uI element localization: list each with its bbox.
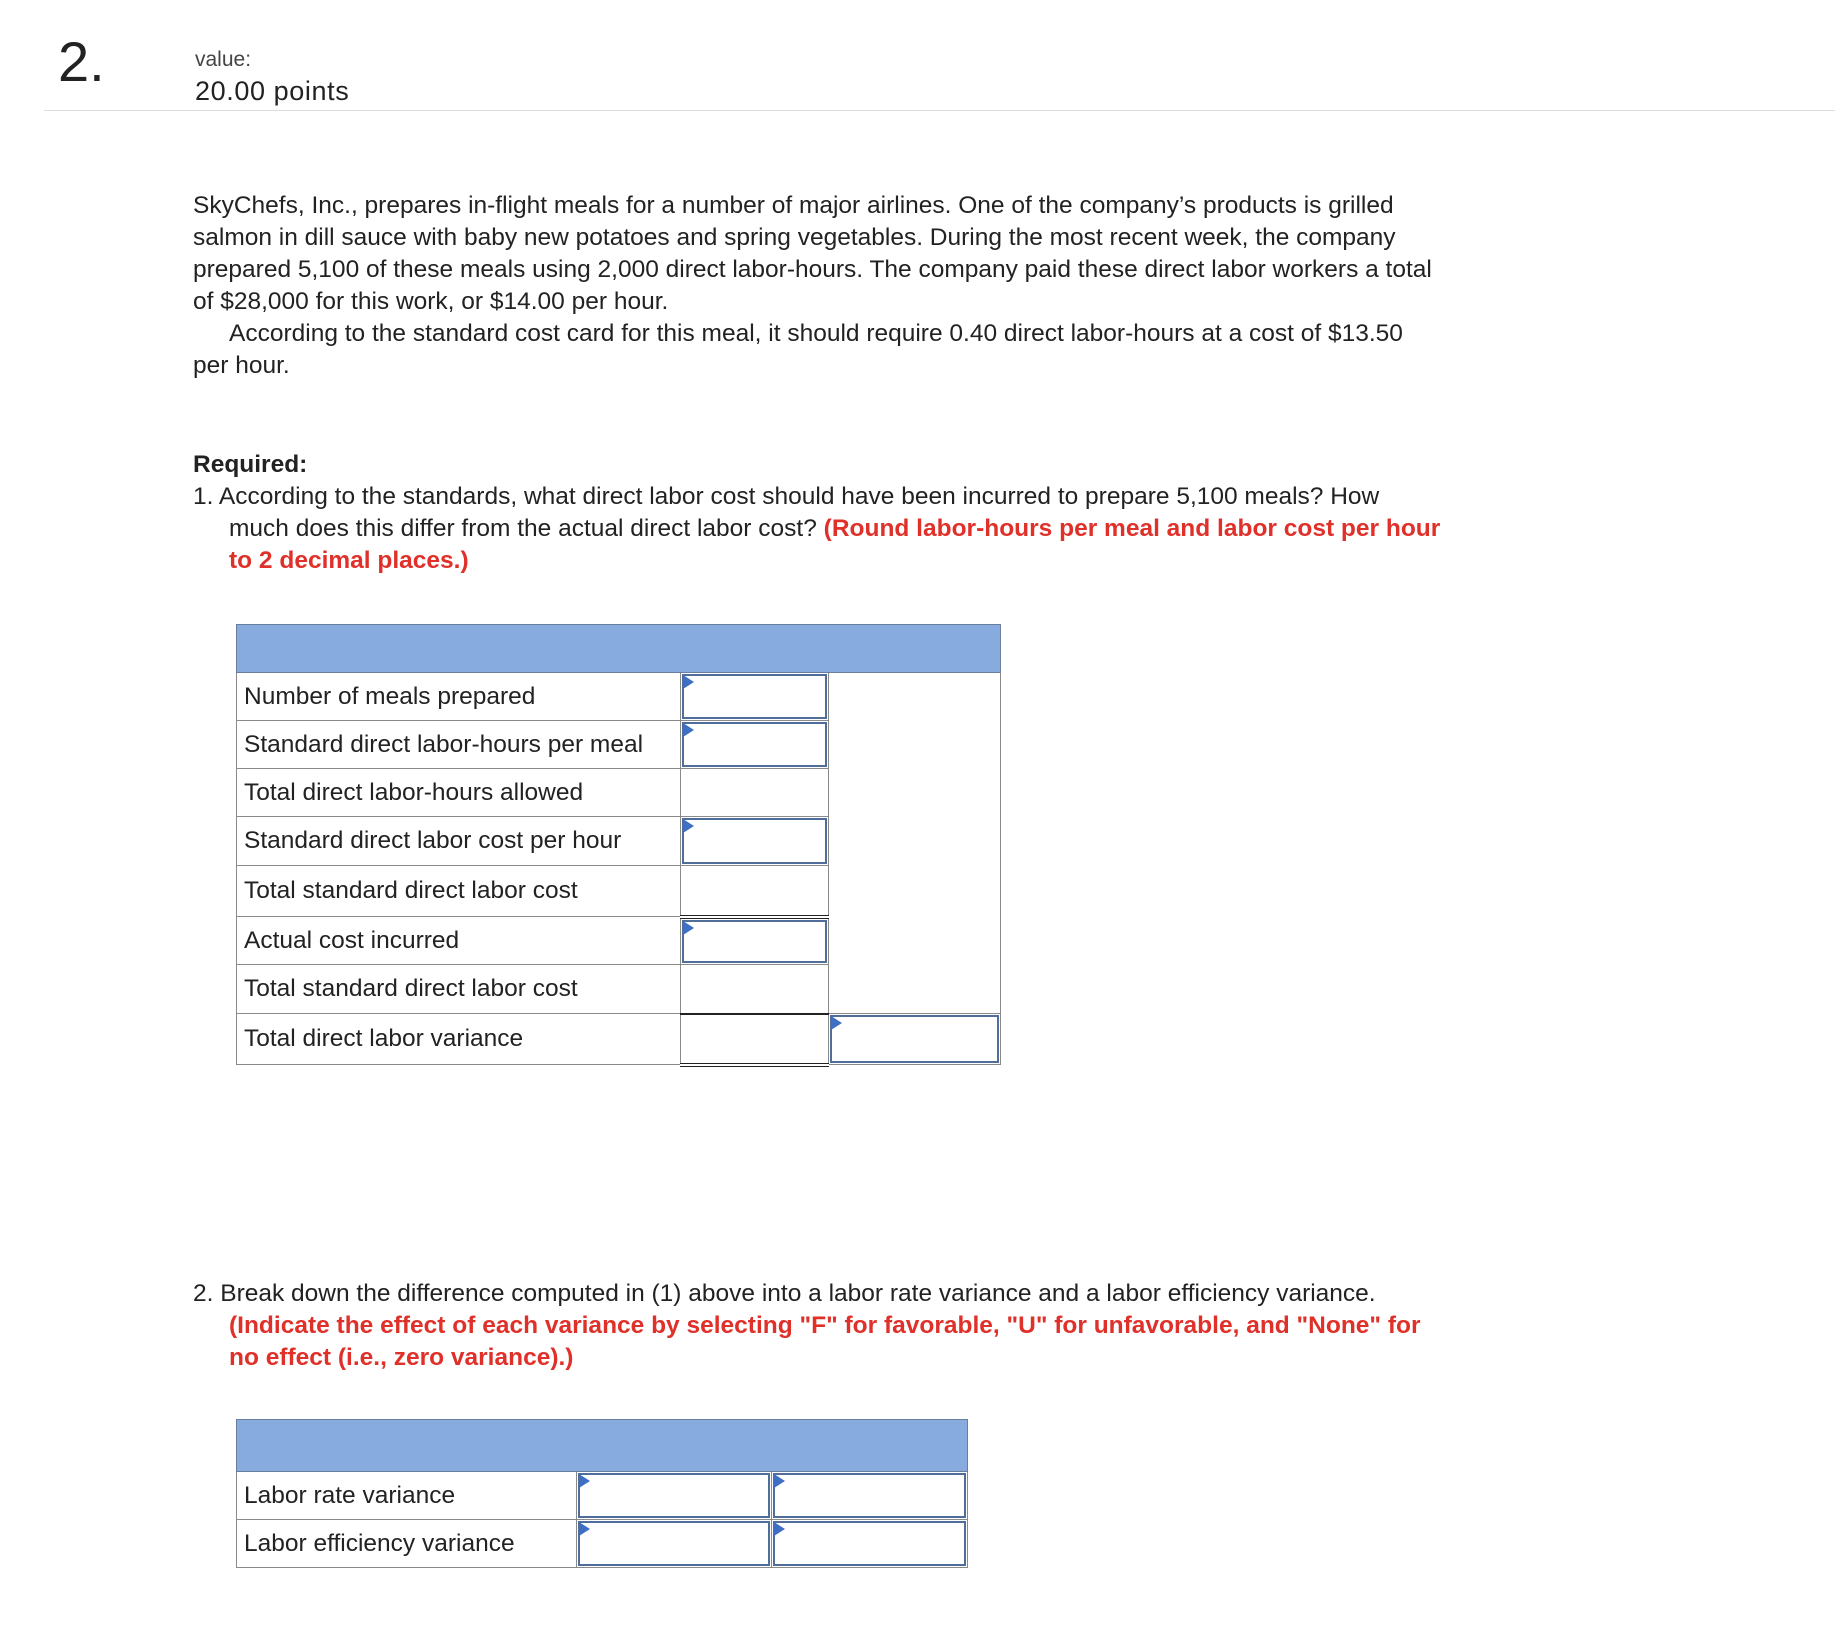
rate-variance-amount-input[interactable] [576, 1472, 772, 1520]
required-item-2-text: 2. Break down the difference computed in (1) above into a labor rate variance and a labor efficiency variance. [193, 1280, 1376, 1307]
total-standard-cost-repeat-value [680, 965, 829, 1014]
cost-per-hour-input[interactable] [680, 817, 829, 866]
input-marker-icon [683, 675, 694, 689]
row-label: Standard direct labor cost per hour [237, 817, 681, 866]
row-label: Actual cost incurred [237, 917, 681, 965]
table-row [237, 965, 1001, 1014]
table-row [237, 721, 1001, 769]
input-marker-icon [683, 921, 694, 935]
empty-cell [829, 721, 1001, 769]
row-label: Labor efficiency variance [237, 1520, 577, 1568]
problem-statement [193, 190, 1443, 382]
table-row [237, 817, 1001, 866]
variance-amount-value [680, 1014, 829, 1065]
efficiency-variance-amount-input[interactable] [576, 1520, 772, 1568]
required-item-1-note: (Round labor-hours per meal and labor cost per hour to 2 decimal places.) [229, 515, 1441, 574]
table-row [237, 1014, 1001, 1065]
actual-cost-input[interactable] [680, 917, 829, 965]
efficiency-variance-effect-select[interactable] [772, 1520, 968, 1568]
row-label: Total standard direct labor cost [237, 965, 681, 1014]
table-row [237, 917, 1001, 965]
empty-cell [829, 917, 1001, 965]
required-section [193, 449, 1443, 577]
variance-effect-input[interactable] [829, 1014, 1001, 1065]
row-label: Total standard direct labor cost [237, 866, 681, 917]
table-header-cell [237, 1420, 968, 1472]
variance-table [236, 1419, 968, 1568]
table-header-cell [237, 625, 1001, 673]
question-number: 2. [58, 30, 105, 93]
value-label: value: [195, 48, 252, 71]
row-label: Total direct labor variance [237, 1014, 681, 1065]
table-row [237, 866, 1001, 917]
input-marker-icon [579, 1522, 590, 1536]
input-marker-icon [831, 1016, 842, 1030]
input-marker-icon [774, 1522, 785, 1536]
problem-paragraph-2: According to the standard cost card for this meal, it should require 0.40 direct labor-hours at a cost of $13.50 per hour. [193, 320, 1403, 379]
hours-per-meal-input[interactable] [680, 721, 829, 769]
row-label: Standard direct labor-hours per meal [237, 721, 681, 769]
required-item-1-text: 1. According to the standards, what direct labor cost should have been incurred to prepare 5,100 meals? How much does this differ from the actual direct labor cost? [193, 483, 1380, 542]
rate-variance-effect-select[interactable] [772, 1472, 968, 1520]
table-header-row [237, 625, 1001, 673]
table-row [237, 769, 1001, 817]
required-item-2-note: (Indicate the effect of each variance by selecting "F" for favorable, "U" for unfavorable, and "None" for no effect (i.e., zero variance).) [229, 1312, 1421, 1371]
input-marker-icon [683, 819, 694, 833]
row-label: Number of meals prepared [237, 673, 681, 721]
input-marker-icon [579, 1474, 590, 1488]
points-value: 20.00 points [195, 76, 350, 106]
empty-cell [829, 817, 1001, 866]
header-divider [44, 110, 1835, 111]
table-row [237, 1472, 968, 1520]
meals-prepared-input[interactable] [680, 673, 829, 721]
problem-paragraph-1: SkyChefs, Inc., prepares in-flight meals for a number of major airlines. One of the company’s products is grilled salmon in dill sauce with baby new potatoes and spring vegetables. During the most recent week, the company prepared 5,100 of these meals using 2,000 direct labor-hours. The company paid these direct labor workers a total of $28,000 for this work, or $14.00 per hour. [193, 192, 1432, 315]
table-header-row [237, 1420, 968, 1472]
empty-cell [829, 673, 1001, 721]
required-title: Required: [193, 451, 308, 478]
table-row [237, 673, 1001, 721]
table-row [237, 1520, 968, 1568]
direct-labor-table [236, 624, 1001, 1067]
input-marker-icon [774, 1474, 785, 1488]
input-marker-icon [683, 723, 694, 737]
required-item-2 [193, 1278, 1443, 1374]
row-label: Total direct labor-hours allowed [237, 769, 681, 817]
required-section-2 [193, 1278, 1443, 1374]
row-label: Labor rate variance [237, 1472, 577, 1520]
empty-cell [829, 965, 1001, 1014]
required-item-1 [193, 481, 1443, 577]
hours-allowed-value [680, 769, 829, 817]
empty-cell [829, 866, 1001, 917]
total-standard-cost-value [680, 866, 829, 917]
empty-cell [829, 769, 1001, 817]
